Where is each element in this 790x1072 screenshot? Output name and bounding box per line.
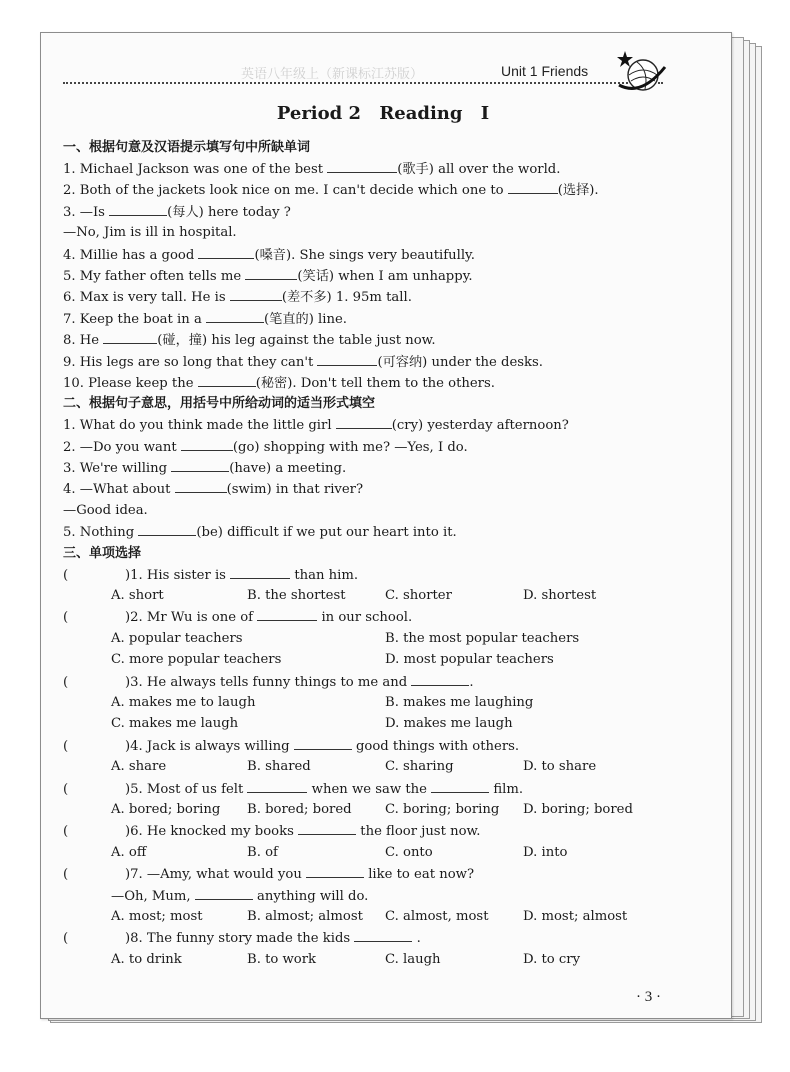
section1-line-4 [63, 222, 703, 243]
page-number: · 3 · [636, 989, 661, 1005]
option-d[interactable]: D. boring; bored [523, 801, 633, 817]
question-3-options-row-2 [63, 713, 703, 734]
answer-paren[interactable]: ( [63, 567, 69, 583]
line-text: in our school. [317, 610, 413, 626]
question-7 [63, 863, 703, 884]
question-1-options [63, 585, 703, 606]
option-c[interactable]: C. onto [385, 844, 433, 860]
answer-blank[interactable] [298, 820, 356, 835]
line-text: 8. He [63, 333, 104, 349]
line-text: (可容纳) under the desks. [377, 354, 543, 370]
answer-blank[interactable] [508, 179, 558, 194]
line-text: His sister is [146, 567, 231, 583]
answer-blank[interactable] [109, 201, 167, 216]
section1-line-6 [63, 265, 703, 286]
section1-line-9 [63, 329, 703, 350]
unit-label: Unit 1 Friends [501, 63, 589, 79]
answer-blank[interactable] [206, 308, 264, 323]
option-b[interactable]: B. of [247, 844, 278, 860]
line-text: —Good idea. [63, 502, 148, 518]
line-text: 6. Max is very tall. He is [63, 290, 230, 306]
section2-line-2 [63, 436, 703, 457]
answer-blank[interactable] [245, 265, 297, 280]
page-title [63, 103, 703, 127]
option-d[interactable]: D. most; almost [523, 908, 628, 924]
section1-line-7 [63, 286, 703, 307]
answer-paren[interactable]: ( [63, 674, 69, 690]
line-text: (swim) in that river? [226, 482, 364, 498]
answer-paren[interactable]: ( [63, 824, 69, 840]
section2-lines [63, 414, 703, 542]
line-text: 10. Please keep the [63, 375, 198, 391]
answer-blank[interactable] [247, 778, 307, 793]
section1-line-10 [63, 351, 703, 372]
section3-heading: 三、单项选择 [63, 545, 142, 561]
section1-line-2 [63, 179, 703, 200]
worksheet-page [40, 32, 732, 1019]
answer-paren[interactable]: ( [63, 867, 69, 883]
line-text: than him. [290, 567, 359, 583]
section1-line-8 [63, 308, 703, 329]
answer-blank[interactable] [195, 885, 253, 900]
answer-blank[interactable] [181, 436, 233, 451]
worksheet-content [63, 103, 703, 970]
question-6 [63, 820, 703, 841]
line-text: . [412, 931, 421, 947]
option-d[interactable]: D. makes me laugh [385, 716, 513, 732]
question-1 [63, 564, 703, 585]
reading-label: Reading [379, 103, 463, 124]
option-d[interactable]: D. most popular teachers [385, 652, 554, 668]
line-text: 3. We're willing [63, 461, 172, 477]
question-number: )6. [125, 824, 147, 840]
question-number: )8. [125, 931, 147, 947]
section3-questions [63, 564, 703, 970]
globe-star-icon [615, 49, 667, 95]
line-text: (go) shopping with me? —Yes, I do. [232, 439, 468, 455]
line-text: —Amy, what would you [146, 867, 307, 883]
line-text: —No, Jim is ill in hospital. [63, 225, 237, 241]
section1-line-11 [63, 372, 703, 393]
option-a[interactable]: A. bored; boring [111, 801, 221, 817]
option-c[interactable]: C. almost, most [385, 908, 489, 924]
question-number: )4. [125, 738, 147, 754]
option-a[interactable]: A. share [111, 759, 167, 775]
option-d[interactable]: D. to share [523, 759, 597, 775]
option-a[interactable]: A. makes me to laugh [111, 694, 256, 710]
question-number: )7. [125, 867, 147, 883]
line-text: (be) difficult if we put our heart into it. [196, 525, 457, 541]
line-text: (have) a meeting. [229, 461, 347, 477]
question-7-options [63, 906, 703, 927]
option-a[interactable]: A. off [111, 844, 147, 860]
question-8-options [63, 949, 703, 970]
option-c[interactable]: C. sharing [385, 759, 454, 775]
question-2-options-row-2 [63, 649, 703, 670]
answer-blank[interactable] [230, 286, 282, 301]
option-b[interactable]: B. shared [247, 759, 311, 775]
answer-blank[interactable] [171, 457, 229, 472]
question-6-options [63, 842, 703, 863]
question-3 [63, 671, 703, 692]
line-text: —Oh, Mum, [111, 888, 195, 904]
line-text: (笔直的) line. [264, 311, 347, 327]
answer-blank[interactable] [354, 927, 412, 942]
section2-heading: 二、根据句子意思，用括号中所给动词的适当形式填空 [63, 396, 376, 412]
period-label: Period 2 [276, 103, 362, 124]
line-text: (cry) yesterday afternoon? [391, 418, 569, 434]
line-text: 1. Michael Jackson was one of the best [63, 162, 328, 177]
line-text: 1. What do you think made the little girl [63, 418, 336, 434]
answer-blank[interactable] [327, 158, 397, 173]
option-c[interactable]: C. more popular teachers [111, 652, 282, 668]
line-text: . [469, 674, 474, 690]
line-text: when we saw the [307, 781, 432, 797]
line-text: 4. Millie has a good [63, 247, 199, 263]
line-text: anything will do. [252, 888, 369, 904]
line-text: He always tells funny things to me and [146, 674, 412, 690]
option-c[interactable]: C. shorter [385, 588, 452, 604]
answer-blank[interactable] [431, 778, 489, 793]
line-text: (差不多) 1. 95m tall. [281, 290, 412, 306]
line-text: (秘密). Don't tell them to the others. [255, 375, 495, 391]
answer-blank[interactable] [317, 351, 377, 366]
line-text: (歌手) all over the world. [397, 162, 561, 177]
line-text: (笑话) when I am unhappy. [297, 268, 473, 284]
line-text: 5. My father often tells me [63, 268, 246, 284]
line-text: The funny story made the kids [146, 931, 355, 947]
section2-line-3 [63, 457, 703, 478]
option-d[interactable]: D. into [523, 844, 568, 860]
option-b[interactable]: B. bored; bored [247, 801, 352, 817]
section2-line-4 [63, 478, 703, 499]
line-text: (嗓音). She sings very beautifully. [254, 247, 475, 263]
line-text: 7. Keep the boat in a [63, 311, 206, 327]
question-5 [63, 778, 703, 799]
section2-line-5 [63, 500, 703, 521]
option-a[interactable]: A. short [111, 588, 164, 604]
question-number: )2. [125, 610, 147, 626]
answer-paren[interactable]: ( [63, 610, 69, 626]
line-text: 9. His legs are so long that they can't [63, 354, 318, 370]
option-b[interactable]: B. to work [247, 951, 317, 967]
line-text: 2. Both of the jackets look nice on me. I can't decide which one to [63, 183, 508, 199]
question-8 [63, 927, 703, 948]
question-3-options-row-1 [63, 692, 703, 713]
answer-blank[interactable] [138, 521, 196, 536]
answer-blank[interactable] [198, 244, 254, 259]
line-text: (碰，撞) his leg against the table just now. [157, 333, 436, 349]
answer-paren[interactable]: ( [63, 931, 69, 947]
answer-blank[interactable] [198, 372, 256, 387]
line-text: (每人) here today ? [167, 204, 291, 220]
answer-blank[interactable] [411, 671, 469, 686]
answer-blank[interactable] [175, 478, 227, 493]
answer-paren[interactable]: ( [63, 738, 69, 754]
question-2-options-row-1 [63, 628, 703, 649]
line-text: Most of us felt [146, 781, 248, 797]
section1-line-3 [63, 201, 703, 222]
line-text: 3. —Is [63, 204, 110, 220]
option-b[interactable]: B. almost; almost [247, 908, 363, 924]
line-text: Jack is always willing [146, 738, 294, 754]
question-4 [63, 735, 703, 756]
question-number: )5. [125, 781, 147, 797]
line-text: the floor just now. [356, 824, 481, 840]
line-text: 5. Nothing [63, 525, 139, 541]
section1-heading: 一、根据句意及汉语提示填写句中所缺单词 [63, 140, 311, 155]
book-title-ghost: 英语八年级上（新课标江苏版） [241, 67, 424, 82]
option-b[interactable]: B. makes me laughing [385, 694, 534, 710]
line-text: 2. —Do you want [63, 439, 181, 455]
answer-blank[interactable] [103, 329, 157, 344]
line-text: (选择). [557, 183, 599, 199]
option-c[interactable]: C. boring; boring [385, 801, 500, 817]
option-b[interactable]: B. the most popular teachers [385, 630, 580, 646]
section1-lines [63, 158, 703, 393]
roman-numeral: Ⅰ [480, 103, 490, 124]
answer-blank[interactable] [230, 564, 290, 579]
line-text: He knocked my books [146, 824, 299, 840]
line-text: good things with others. [351, 738, 520, 754]
option-a[interactable]: A. most; most [111, 908, 203, 924]
answer-paren[interactable]: ( [63, 781, 69, 797]
question-2 [63, 606, 703, 627]
line-text: like to eat now? [364, 867, 475, 883]
answer-blank[interactable] [294, 735, 352, 750]
option-b[interactable]: B. the shortest [247, 588, 346, 604]
page-header [41, 33, 731, 95]
option-a[interactable]: A. to drink [111, 951, 182, 967]
line-text: Mr Wu is one of [146, 610, 258, 626]
section2-line-1 [63, 414, 703, 435]
section1-line-5 [63, 244, 703, 265]
question-number: )1. [125, 567, 147, 583]
answer-blank[interactable] [306, 863, 364, 878]
section2-line-6 [63, 521, 703, 542]
header-dotted-rule [63, 82, 663, 84]
question-5-options [63, 799, 703, 820]
option-c[interactable]: C. makes me laugh [111, 716, 239, 732]
option-d[interactable]: D. to cry [523, 951, 581, 967]
question-7-reply [63, 885, 703, 906]
line-text: film. [489, 781, 524, 797]
option-d[interactable]: D. shortest [523, 588, 597, 604]
answer-blank[interactable] [257, 606, 317, 621]
question-number: )3. [125, 674, 147, 690]
section1-line-1 [63, 158, 703, 179]
option-a[interactable]: A. popular teachers [111, 630, 243, 646]
option-c[interactable]: C. laugh [385, 951, 441, 967]
line-text: 4. —What about [63, 482, 175, 498]
question-4-options [63, 756, 703, 777]
answer-blank[interactable] [336, 414, 392, 429]
